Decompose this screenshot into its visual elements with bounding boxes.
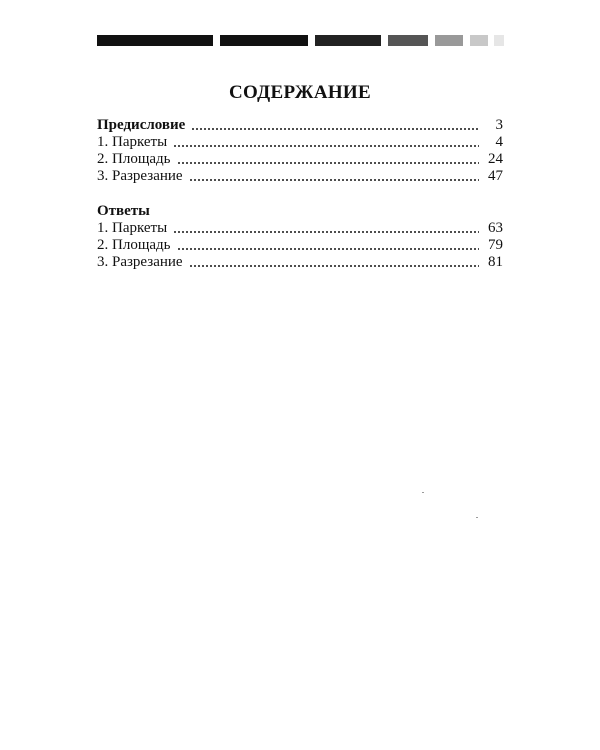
toc-entry-label: 1. Паркеты (97, 134, 168, 150)
dot-leader (189, 179, 479, 181)
toc-entry-label: 1. Паркеты (97, 220, 168, 236)
dot-leader (173, 231, 479, 233)
dot-leader (173, 145, 479, 147)
toc-entry-label: 2. Площадь (97, 237, 171, 253)
toc-section-heading: Ответы (97, 203, 150, 219)
toc-entry[interactable] (97, 151, 503, 168)
page-title: СОДЕРЖАНИЕ (229, 82, 371, 103)
bar-segment (494, 35, 504, 46)
bar-segment (220, 35, 308, 46)
toc-entry[interactable] (97, 254, 503, 271)
scan-speck (422, 492, 424, 493)
toc-entry-label: Предисловие (97, 117, 186, 133)
toc-entry-label: 3. Разрезание (97, 168, 183, 184)
bar-segment (435, 35, 463, 46)
dot-leader (191, 128, 479, 130)
bar-segment (470, 35, 488, 46)
bar-segment (97, 35, 213, 46)
decorative-header-bar (0, 35, 600, 46)
dot-leader (177, 162, 480, 164)
dot-leader (189, 265, 479, 267)
toc-entry-page: 81 (488, 254, 503, 270)
dot-leader (177, 248, 480, 250)
toc-entry-label: 2. Площадь (97, 151, 171, 167)
toc-main-list (97, 117, 503, 185)
bar-segment (388, 35, 428, 46)
toc-entry-label: 3. Разрезание (97, 254, 183, 270)
toc-entry-page: 24 (488, 151, 503, 167)
toc-entry-page: 3 (495, 117, 503, 133)
toc-entry-page: 63 (488, 220, 503, 236)
toc-entry[interactable] (97, 134, 503, 151)
toc-entry[interactable] (97, 117, 503, 134)
toc-entry[interactable] (97, 168, 503, 185)
toc-answers-list (97, 202, 503, 271)
toc-entry[interactable] (97, 220, 503, 237)
bar-segment (315, 35, 381, 46)
toc-entry-page: 4 (495, 134, 503, 150)
scan-speck (476, 517, 478, 518)
toc-entry-page: 47 (488, 168, 503, 184)
toc-entry-page: 79 (488, 237, 503, 253)
toc-entry[interactable] (97, 237, 503, 254)
